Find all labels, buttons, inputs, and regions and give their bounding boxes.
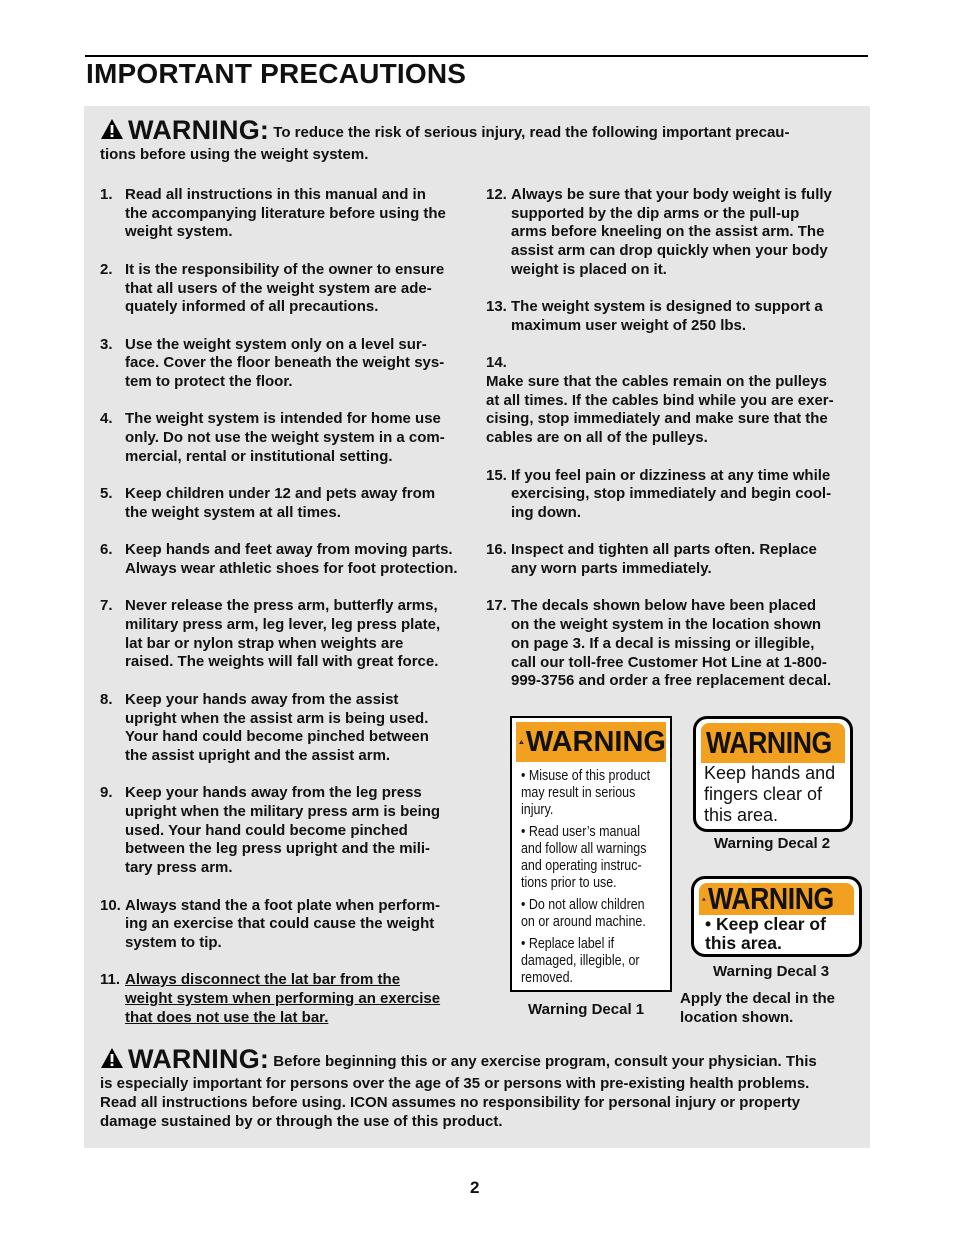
decal-1-bullet-line: damaged, illegible, or (521, 953, 640, 969)
item-text-line: call our toll-free Customer Hot Line at 1-800- (511, 653, 827, 671)
item-text (125, 691, 470, 766)
page-title: IMPORTANT PRECAUTIONS (86, 58, 467, 89)
decal-1-bullet-line: and operating instruc- (521, 858, 642, 874)
item-text-line: Your hand could become pinched between (125, 728, 429, 746)
item-text (125, 410, 470, 466)
list-item (486, 467, 856, 523)
item-text-line: upright when the assist arm is being used. (125, 709, 429, 727)
item-text-line: on page 3. If a decal is missing or illegible, (511, 634, 815, 652)
warning-label: WARNING: (128, 115, 270, 145)
decal-1-bullet-line: • Read user’s manual (521, 824, 640, 840)
list-item (100, 971, 470, 1027)
item-text-line: the accompanying literature before using the (125, 204, 446, 222)
decal-1-bullet-line: • Misuse of this product (521, 768, 651, 784)
item-text (511, 186, 856, 280)
warning-decal-3 (691, 876, 862, 957)
item-text-line: The decals shown below have been placed (511, 597, 817, 615)
item-text-line: lat bar or nylon strap when weights are (125, 634, 404, 652)
item-text-line: face. Cover the floor beneath the weight sys- (125, 354, 445, 372)
item-text-line: tary press arm. (125, 859, 233, 877)
decal-2-text-line: Keep hands and (704, 763, 836, 783)
item-text-line: ing down. (511, 503, 581, 521)
item-text-line: The weight system is intended for home use (125, 410, 441, 428)
warning-triangle-icon (519, 732, 524, 752)
item-number: 15. (486, 466, 507, 484)
item-number: 6. (100, 541, 113, 559)
item-text-line: The weight system is designed to support a (511, 298, 823, 316)
item-text-line: 999-3756 and order a free replacement decal. (511, 672, 832, 690)
item-number: 17. (486, 597, 507, 615)
item-number: 3. (100, 335, 113, 353)
page-number: 2 (470, 1178, 480, 1197)
warning-text-line: is especially important for persons over the age of 35 or persons with pre-existing health problems. (100, 1075, 810, 1092)
item-number: 1. (100, 186, 113, 203)
list-item (486, 298, 856, 335)
decal-1-bullet-line: injury. (521, 802, 554, 818)
item-text-line: tem to protect the floor. (125, 373, 293, 390)
item-text-line: used. Your hand could become pinched (125, 821, 408, 839)
decal-2-header (701, 723, 845, 763)
item-text (125, 784, 470, 878)
item-text-line: Always disconnect the lat bar from the (125, 971, 401, 989)
item-text-line: on the weight system in the location shown (511, 616, 822, 634)
item-text-line: Keep children under 12 and pets away from (125, 485, 436, 503)
item-number: 5. (100, 485, 113, 503)
item-number: 10. (100, 896, 121, 914)
item-14-number: 14. (486, 354, 507, 372)
item-text (125, 336, 470, 392)
item-text (125, 261, 470, 317)
list-item (486, 597, 856, 691)
item-text (125, 597, 470, 672)
decal-3-text-line: • Keep clear of (705, 914, 826, 934)
apply-note-line: location shown. (680, 1009, 794, 1026)
list-item (486, 186, 856, 280)
item-text-line: Keep your hands away from the assist (125, 690, 399, 708)
warning-text-line: Read all instructions before using. ICON assumes no responsibility for personal injury or property (100, 1094, 801, 1111)
decal-2-text-line: this area. (704, 805, 779, 825)
item-text-line: raised. The weights will fall with great force. (125, 653, 439, 671)
warning-triangle-icon (100, 1047, 124, 1074)
decal-2-text (704, 763, 835, 826)
item-text-line: weight system. (125, 223, 233, 241)
warning-label: WARNING: (128, 1044, 270, 1074)
decal-3-text-line: this area. (705, 933, 782, 953)
decal-3-text (705, 915, 826, 953)
item-14-text-line: at all times. If the cables bind while you are exer- (486, 391, 834, 409)
warning-triangle-icon (100, 118, 124, 145)
list-item (100, 597, 470, 672)
list-item (100, 261, 470, 317)
item-text-line: Always be sure that your body weight is fully (511, 186, 832, 203)
decal-1-bullet (521, 824, 667, 892)
item-text-line: Keep your hands away from the leg press (125, 784, 422, 802)
warning-decal-1 (510, 716, 672, 992)
item-number: 4. (100, 410, 113, 428)
item-text (125, 485, 470, 522)
warning-text-line: damage sustained by or through the use of this product. (100, 1113, 503, 1130)
item-text-line: weight is placed on it. (511, 260, 667, 278)
list-item (100, 541, 470, 578)
item-14-text-line: Make sure that the cables remain on the pulleys (486, 373, 827, 390)
item-text-line: mercial, rental or institutional setting. (125, 447, 393, 465)
item-14-text-line: cables are on all of the pulleys. (486, 429, 708, 447)
item-text-line: supported by the dip arms or the pull-up (511, 204, 800, 222)
decal-3-title: WARNING (707, 881, 834, 916)
decal-3-header (699, 883, 854, 915)
decal-1-bullet-line: tions prior to use. (521, 875, 617, 891)
decal-1-bullet (521, 936, 667, 987)
decal-2-text-line: fingers clear of (704, 784, 823, 804)
item-text-line: It is the responsibility of the owner to ensure (125, 260, 445, 278)
item-text-line: weight system when performing an exercise (125, 990, 441, 1008)
warning-text-line1: To reduce the risk of serious injury, read the following important precau- (273, 124, 790, 141)
item-text-line: If you feel pain or dizziness at any time while (511, 466, 831, 484)
decal-1-bullet (521, 897, 667, 931)
item-text-line: upright when the military press arm is being (125, 803, 441, 821)
item-14-text-line: cising, stop immediately and make sure that the (486, 410, 828, 428)
item-text-line: Read all instructions in this manual and in (125, 186, 426, 203)
warning-text-line2: tions before using the weight system. (100, 146, 369, 163)
item-number: 9. (100, 784, 113, 802)
item-text (125, 897, 470, 953)
item-text (125, 186, 470, 242)
decal-1-bullet-line: removed. (521, 970, 573, 986)
item-text (511, 298, 856, 335)
warning-decal-2 (693, 716, 853, 832)
item-text-line: Use the weight system only on a level sur- (125, 335, 427, 353)
item-text-line: only. Do not use the weight system in a com- (125, 429, 445, 447)
item-text-line: Always wear athletic shoes for foot protection. (125, 559, 458, 577)
item-text-line: exercising, stop immediately and begin cool- (511, 485, 832, 503)
decal-1-bullet (521, 768, 667, 819)
item-text-line: Always stand the a foot plate when perform- (125, 896, 441, 914)
item-text-line: quately informed of all precautions. (125, 298, 379, 316)
item-text-line: maximum user weight of 250 lbs. (511, 316, 747, 334)
list-item (100, 186, 470, 242)
decal-1-bullet-line: • Do not allow children (521, 897, 645, 913)
item-text-line: assist arm can drop quickly when your body (511, 242, 828, 260)
item-text-line: that all users of the weight system are ade- (125, 279, 432, 297)
decal-1-header (516, 722, 666, 762)
list-item (486, 541, 856, 578)
item-text (511, 467, 856, 523)
item-number: 8. (100, 690, 113, 708)
item-text-line: between the leg press upright and the mili- (125, 840, 431, 858)
item-number: 12. (486, 186, 507, 203)
apply-note (680, 989, 835, 1027)
decal-1-body (521, 768, 667, 992)
decal-1-bullet-line: on or around machine. (521, 914, 646, 930)
decal-2-caption: Warning Decal 2 (714, 835, 831, 852)
item-text-line: ing an exercise that could cause the weight (125, 915, 435, 933)
list-item (100, 691, 470, 766)
list-item (100, 336, 470, 392)
item-text (125, 971, 470, 1027)
decal-2-title: WARNING (706, 725, 832, 760)
decal-1-title: WARNING (525, 725, 666, 758)
item-text (511, 541, 856, 578)
item-number: 13. (486, 298, 507, 316)
item-number: 7. (100, 597, 113, 615)
list-item (100, 485, 470, 522)
list-item (100, 784, 470, 878)
item-text (125, 541, 470, 578)
top-warning (100, 115, 860, 164)
item-text-line: any worn parts immediately. (511, 560, 712, 577)
top-rule (85, 55, 868, 57)
item-14-text (486, 373, 856, 448)
decal-1-caption: Warning Decal 1 (528, 1001, 645, 1018)
item-number: 11. (100, 971, 121, 989)
item-text-line: Inspect and tighten all parts often. Replace (511, 541, 817, 559)
decal-1-bullet-line: • Replace label if (521, 936, 615, 952)
item-text-line: that does not use the lat bar. (125, 1008, 329, 1026)
item-text-line: arms before kneeling on the assist arm. The (511, 223, 825, 241)
decal-1-bullet-line: may result in serious (521, 785, 636, 801)
item-text-line: Never release the press arm, butterfly arms, (125, 597, 438, 615)
warning-triangle-icon (702, 887, 706, 911)
decal-1-bullet-line: and follow all warnings (521, 841, 647, 857)
item-text-line: the assist upright and the assist arm. (125, 746, 391, 764)
right-column (486, 186, 856, 710)
warning-text-line1: Before beginning this or any exercise program, consult your physician. This (273, 1053, 817, 1070)
apply-note-line: Apply the decal in the (680, 990, 836, 1007)
bottom-warning (100, 1044, 870, 1131)
item-number: 2. (100, 260, 113, 278)
item-number: 16. (486, 541, 507, 559)
item-text-line: military press arm, leg lever, leg press plate, (125, 616, 441, 634)
list-item (100, 410, 470, 466)
item-text-line: Keep hands and feet away from moving parts. (125, 541, 453, 559)
decal-3-caption: Warning Decal 3 (713, 963, 830, 980)
item-text-line: system to tip. (125, 933, 222, 951)
item-text-line: the weight system at all times. (125, 503, 341, 521)
item-text (511, 597, 856, 691)
left-column (100, 186, 470, 1046)
list-item (100, 897, 470, 953)
